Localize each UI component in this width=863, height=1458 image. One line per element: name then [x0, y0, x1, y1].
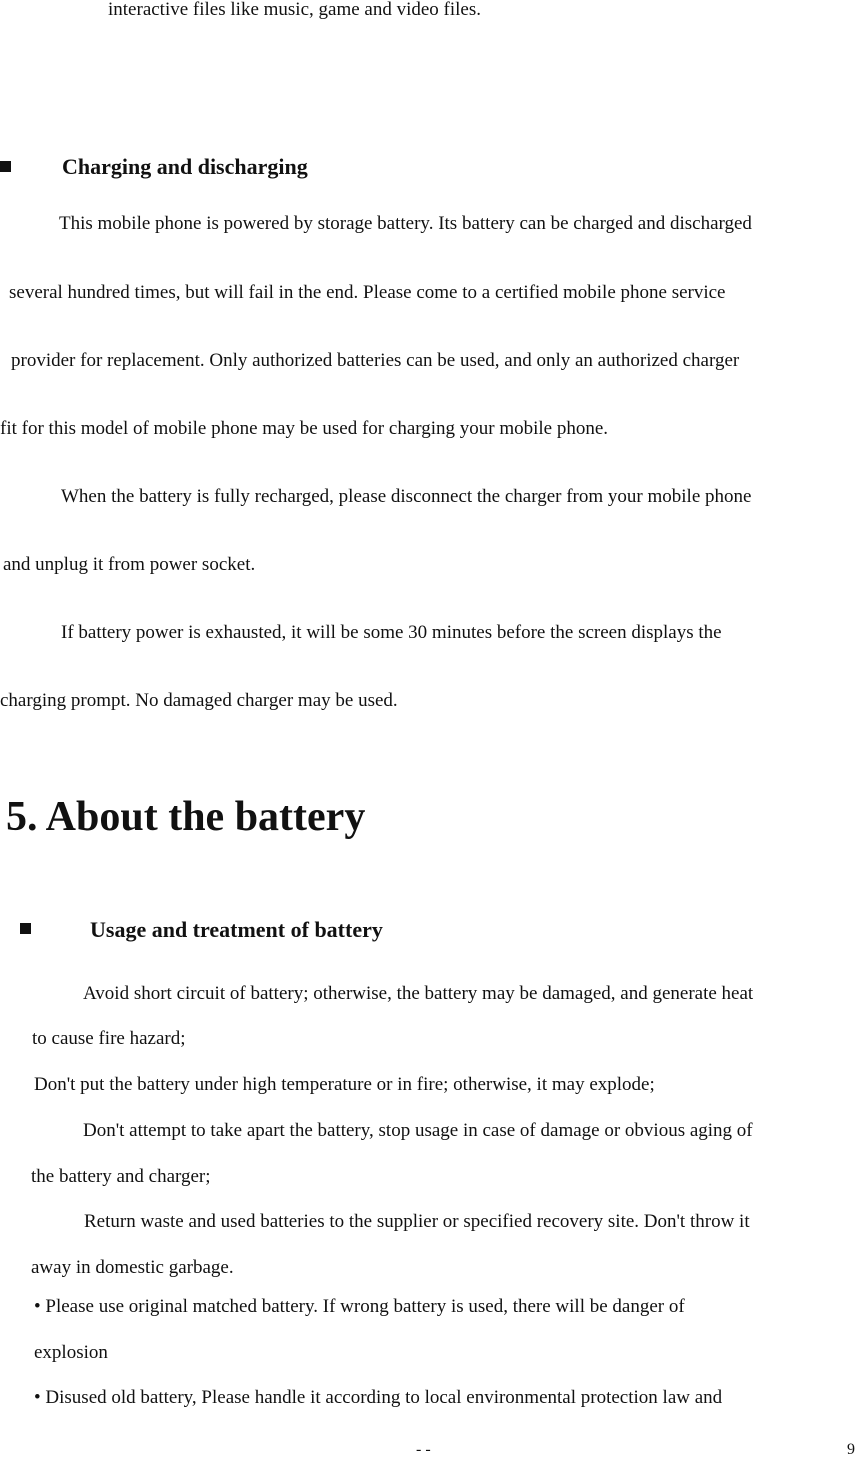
paragraph-line: This mobile phone is powered by storage battery. Its battery can be charged and discharged: [59, 213, 752, 234]
paragraph-line: fit for this model of mobile phone may be used for charging your mobile phone.: [0, 418, 609, 439]
chapter-title: 5. About the battery: [6, 794, 366, 840]
paragraph-line: explosion: [34, 1342, 108, 1363]
paragraph-line: charging prompt. No damaged charger may be used.: [0, 690, 398, 711]
paragraph-line: Don't put the battery under high temperature or in fire; otherwise, it may explode;: [34, 1074, 655, 1095]
top-fragment-text: interactive files like music, game and video files.: [108, 0, 482, 20]
page-number: 9: [847, 1441, 855, 1458]
bullet-line: • Disused old battery, Please handle it according to local environmental protection law and: [34, 1387, 723, 1408]
paragraph-line: When the battery is fully recharged, please disconnect the charger from your mobile phone: [61, 486, 752, 507]
square-bullet-icon: [0, 161, 11, 172]
paragraph-line: the battery and charger;: [31, 1166, 211, 1187]
paragraph-line: to cause fire hazard;: [32, 1028, 186, 1049]
square-bullet-icon: [20, 923, 31, 934]
paragraph-line: away in domestic garbage.: [31, 1257, 234, 1278]
paragraph-line: Avoid short circuit of battery; otherwise, the battery may be damaged, and generate heat: [83, 983, 754, 1004]
paragraph-line: several hundred times, but will fail in the end. Please come to a certified mobile phone service: [9, 282, 726, 303]
bullet-line: • Please use original matched battery. If wrong battery is used, there will be danger of: [34, 1296, 685, 1317]
section-heading-usage: Usage and treatment of battery: [90, 917, 383, 942]
paragraph-line: and unplug it from power socket.: [3, 554, 256, 575]
paragraph-line: Return waste and used batteries to the supplier or specified recovery site. Don't throw it: [84, 1211, 750, 1232]
section-heading-charging: Charging and discharging: [62, 154, 308, 179]
paragraph-line: Don't attempt to take apart the battery, stop usage in case of damage or obvious aging of: [83, 1120, 753, 1141]
paragraph-line: If battery power is exhausted, it will be some 30 minutes before the screen displays the: [61, 622, 722, 643]
footer-dashes: - -: [416, 1441, 431, 1458]
paragraph-line: provider for replacement. Only authorized batteries can be used, and only an authorized charger: [11, 350, 740, 371]
